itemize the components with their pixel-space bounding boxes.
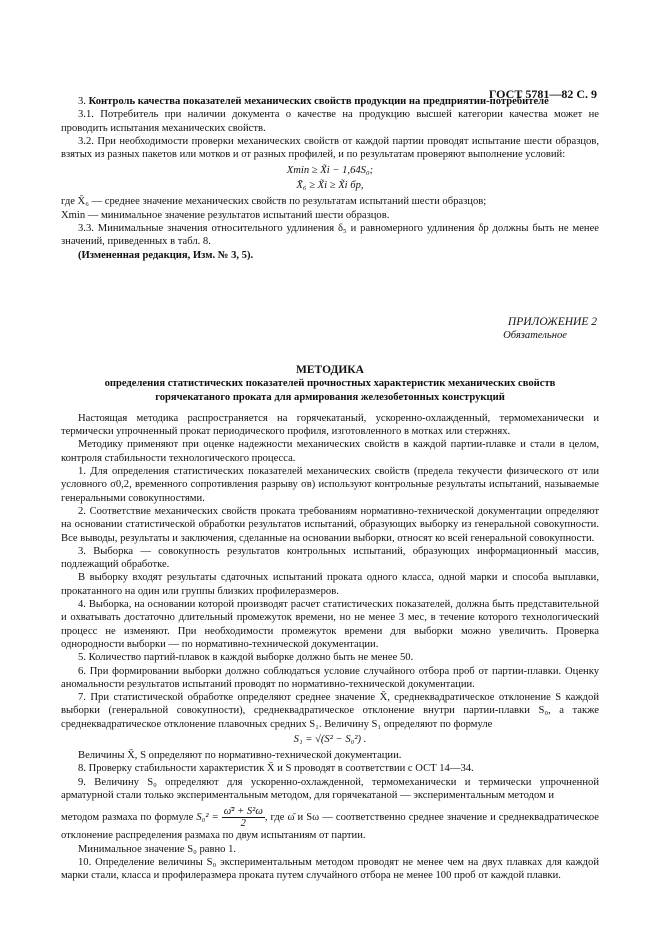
paragraph: 3. Выборка — совокупность результатов контрольных испытаний, образующих информационный массив, подлежащий обработке. <box>61 545 599 571</box>
paragraph: 10. Определение величины S₀ экспериментальным методом проводят не менее чем на двух плавках для каждой марки стали, класса и профилеразмера проката путем случайного отбора не менее 100 проб от каждой плавки. <box>61 856 599 882</box>
formula-suffix: , где ω̄ и Sω — соответственно среднее значение и среднеквадратическое отклонение распределения размаха по двум испытаниям от партии. <box>61 812 599 842</box>
method-subtitle: определения статистических показателей прочностных характеристик механических свойств <box>104 378 556 390</box>
formula-fraction <box>222 806 265 829</box>
formula: X̄₆ ≥ X̃i ≥ X̃i бр, <box>296 180 364 192</box>
section-number: 3. <box>78 96 86 107</box>
formula-s0-paragraph <box>61 806 599 842</box>
fraction-denominator: 2 <box>240 818 246 830</box>
section-title: Контроль качества показателей механических свойств продукции на предприятии-потребителе <box>88 96 549 107</box>
appendix-label <box>503 316 597 343</box>
paragraph: Величины X̄, S определяют по нормативно-технической документации. <box>78 750 402 762</box>
appendix-number: ПРИЛОЖЕНИЕ 2 <box>507 316 597 328</box>
paragraph: В выборку входят результаты сдаточных испытаний проката одного класса, одной марки и способа выплавки, прокатанного на один или группы близких профилеразмеров. <box>61 572 599 597</box>
paragraph: 6. При формировании выборки должно соблюдаться условие случайного отбора проб от партии-плавки. Оценку аномальности результатов испытаний проводят по нормативно-технической документации. <box>61 665 599 690</box>
paragraph: 3.1. Потребитель при наличии документа о качестве на продукцию высшей категории качества может не проводить испытания механических свойств. <box>61 109 599 134</box>
formula-s1: S₁ = √(S² − S₀²) . <box>293 734 367 746</box>
paragraph: 3.3. Минимальные значения относительного удлинения δ₅ и равномерного удлинения δр должны быть не менее значений, приведенных в табл. 8. <box>61 223 599 248</box>
paragraph: 7. При статистической обработке определяют среднее значение X̄, среднеквадратическое отклонение S каждой выборки (генеральной совокупности), среднеквадратическое отклонение внутри партии-плавки S₀, а также среднеквадратическое отклонение плавочных средних S₁. Величину S₁ определяют по формуле <box>61 692 599 730</box>
paragraph: 2. Соответствие механических свойств проката требованиям нормативно-технической документации определяют на основании статистической обработки результатов испытаний, образующих выборку из генеральной совокупности. Все выводы, результаты и заключения, сделанные на основании выборки, относят ко всей генеральной совокупности. <box>61 505 599 544</box>
paragraph: 5. Количество партий-плавок в каждой выборке должно быть не менее 50. <box>78 652 414 664</box>
amendment-note: (Измененная редакция, Изм. № 3, 5). <box>78 249 254 261</box>
section-heading <box>61 95 599 108</box>
formula-prefix: методом размаха по формуле <box>61 812 194 824</box>
paragraph: 8. Проверку стабильности характеристик X̄ и S проводят в соответствии с ОСТ 14—34. <box>78 763 474 775</box>
method-subtitle: горячекатаного проката для армирования железобетонных конструкций <box>155 391 505 403</box>
paragraph: где X̄₆ — среднее значение механических свойств по результатам испытаний шести образцов; <box>61 196 487 208</box>
paragraph: 9. Величину S₀ определяют для ускоренно-охлажденной, термомеханически и термически упрочненной арматурной стали только экспериментальным методом, для горячекатаной — экспериментальным методом и <box>61 776 599 801</box>
formula-lhs: S₀² = <box>196 812 219 824</box>
paragraph: Xmin — минимальное значение результатов испытаний шести образцов. <box>61 209 390 221</box>
paragraph: Методику применяют при оценке надежности механических свойств в каждой партии-плавке и стали в целом, контроля стабильности технологического процесса. <box>61 439 599 464</box>
paragraph: 3.2. При необходимости проверки механических свойств от каждой партии проводят испытание шести образцов, взятых из разных пакетов или мотков и от разных профилей, и по результатам проверяют выполнение условий: <box>61 135 599 161</box>
paragraph: 1. Для определения статистических показателей механических свойств (предела текучести физического σт или условного σ0,2, временного сопротивления разрыву σв) используют контрольные результаты испытаний, называемые генеральными совокупностями. <box>61 466 599 504</box>
paragraph: Настоящая методика распространяется на горячекатаный, ускоренно-охлажденный, термомеханически и термически упрочненный прокат периодического профиля, изготовленного в мотках или стержнях. <box>61 412 599 438</box>
method-title: МЕТОДИКА <box>296 364 364 376</box>
section-3 <box>61 95 599 262</box>
formula: Xmin ≥ X̃i − 1,64S₀; <box>286 165 374 177</box>
paragraph: 4. Выборка, на основании которой производят расчет статистических показателей, должна быть представительной и охватывать достаточно длительный промежуток времени, но не менее 3 мес, в течение которого технологический процесс не изменяют. При необходимости промежуток времени для выборки можно увеличить. Проверка однородности выборки — по нормативно-технической документации. <box>61 599 599 650</box>
paragraph: Минимальное значение S₀ равно 1. <box>78 843 237 855</box>
fraction-numerator: ω̄² + S²ω <box>223 806 263 818</box>
page-header: ГОСТ 5781—82 С. 9 <box>488 87 597 101</box>
methodology <box>61 364 599 882</box>
appendix-status: Обязательное <box>503 330 567 342</box>
